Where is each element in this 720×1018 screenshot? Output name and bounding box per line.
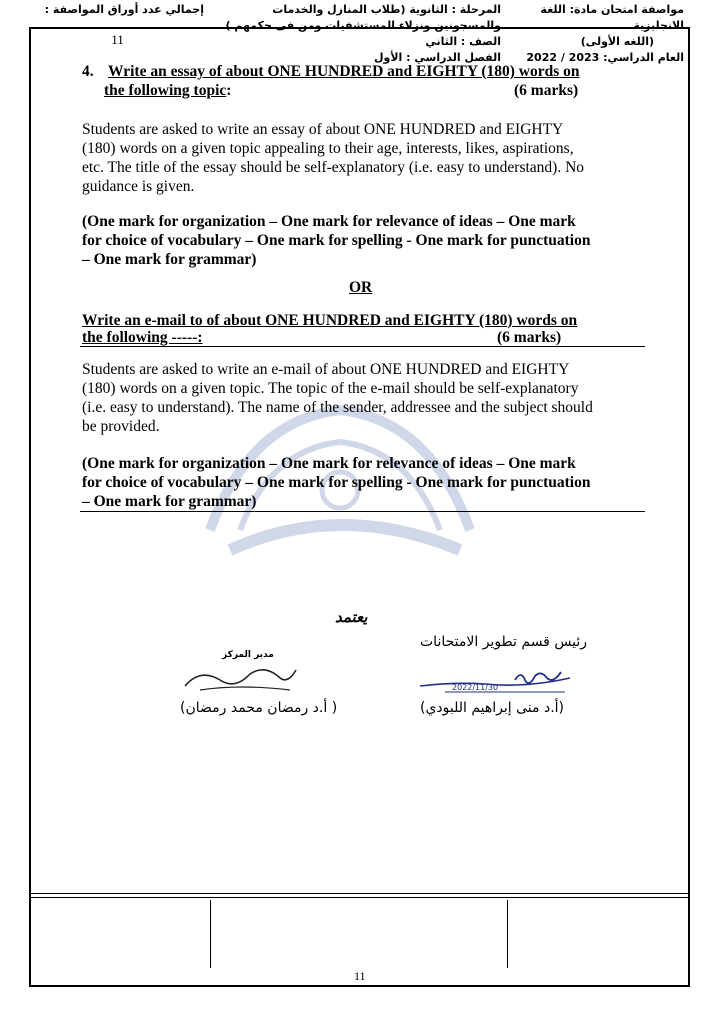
footer-spec-title: مواصفة امتحان مادة: اللغة الانجليزية <box>540 3 684 32</box>
footer-total-value: 11 <box>111 32 124 47</box>
footer-spec-sub: (اللغه الأولى) <box>580 35 654 48</box>
q4-desc-line: guidance is given. <box>82 178 195 195</box>
footer-stage: المرحلة : الثانوية (طلاب المنازل والخدمات والمسجونين ونزلاء المستشفيات ومن فى حكمهم ) <box>225 3 501 32</box>
footer-total-label: إجمالي عدد أوراق المواصفة : <box>44 3 204 16</box>
q4-number: 4. <box>82 63 94 80</box>
q4-desc-line: etc. The title of the essay should be self-explanatory (i.e. easy to understand). No <box>82 159 585 176</box>
or-label: OR <box>349 279 373 296</box>
email-description <box>82 360 647 436</box>
email-marks: (6 marks) <box>497 329 562 346</box>
q4-description <box>82 120 644 196</box>
q4-desc-line: (180) words on a given topic appealing to their age, interests, likes, aspirations, <box>82 140 574 157</box>
email-criteria-rule <box>80 511 645 512</box>
right-signatory-title: رئيس قسم تطوير الامتحانات <box>420 634 588 650</box>
email-criteria-line: – One mark for grammar) <box>82 493 257 510</box>
email-title-line2: the following -----: <box>82 329 203 346</box>
email-desc-line: (180) words on a given topic. The topic of the e-mail should be self-explanatory <box>82 380 579 397</box>
footer-total-cell <box>31 0 208 68</box>
q4-criteria-line: (One mark for organization – One mark for relevance of ideas – One mark <box>82 213 576 230</box>
footer-rule-bottom <box>29 897 690 898</box>
q4-criteria-line: for choice of vocabulary – One mark for spelling - One mark for punctuation <box>82 232 591 249</box>
q4-title-line1: Write an essay of about ONE HUNDRED and EIGHTY (180) words on <box>108 63 580 80</box>
right-signatory-name: (أ.د منى إبراهيم اللبودي) <box>420 700 565 716</box>
footer-stage-cell <box>212 0 505 68</box>
email-title-line1: Write an e-mail to of about ONE HUNDRED and EIGHTY (180) words on <box>82 312 578 329</box>
email-criteria-line: for choice of vocabulary – One mark for spelling - One mark for punctuation <box>82 474 591 491</box>
footer-spec-cell <box>510 0 688 68</box>
page-number: 11 <box>354 969 366 983</box>
email-desc-line: (i.e. easy to understand). The name of the sender, addressee and the subject should <box>82 399 593 416</box>
left-signature-icon <box>180 660 300 696</box>
approved-label: يعتمد <box>335 608 368 626</box>
footer-term: الفصل الدراسي : الأول <box>373 51 501 64</box>
email-heading-rule <box>80 346 645 347</box>
footer-divider <box>507 900 508 968</box>
q4-marks: (6 marks) <box>514 82 579 99</box>
q4-title-line2: the following topic: <box>104 82 232 99</box>
q4-criteria-line: – One mark for grammar) <box>82 251 257 268</box>
email-criteria-line: (One mark for organization – One mark for relevance of ideas – One mark <box>82 455 576 472</box>
right-signature-date: 2022/11/30 <box>452 683 499 692</box>
footer-rule-top <box>29 893 690 894</box>
footer-year: العام الدراسي: 2022 / 2023 <box>526 51 684 64</box>
q4-criteria <box>82 212 647 269</box>
footer-divider <box>210 900 211 968</box>
left-signatory-name: ( أ.د رمضان محمد رمضان) <box>180 700 338 716</box>
email-desc-line: Students are asked to write an e-mail of about ONE HUNDRED and EIGHTY <box>82 361 570 378</box>
q4-desc-line: Students are asked to write an essay of about ONE HUNDRED and EIGHTY <box>82 121 564 138</box>
footer-grade: الصف : الثاني <box>425 35 501 48</box>
email-desc-line: be provided. <box>82 418 160 435</box>
email-criteria <box>82 454 647 511</box>
left-signatory-title: مدير المركز <box>222 650 274 660</box>
